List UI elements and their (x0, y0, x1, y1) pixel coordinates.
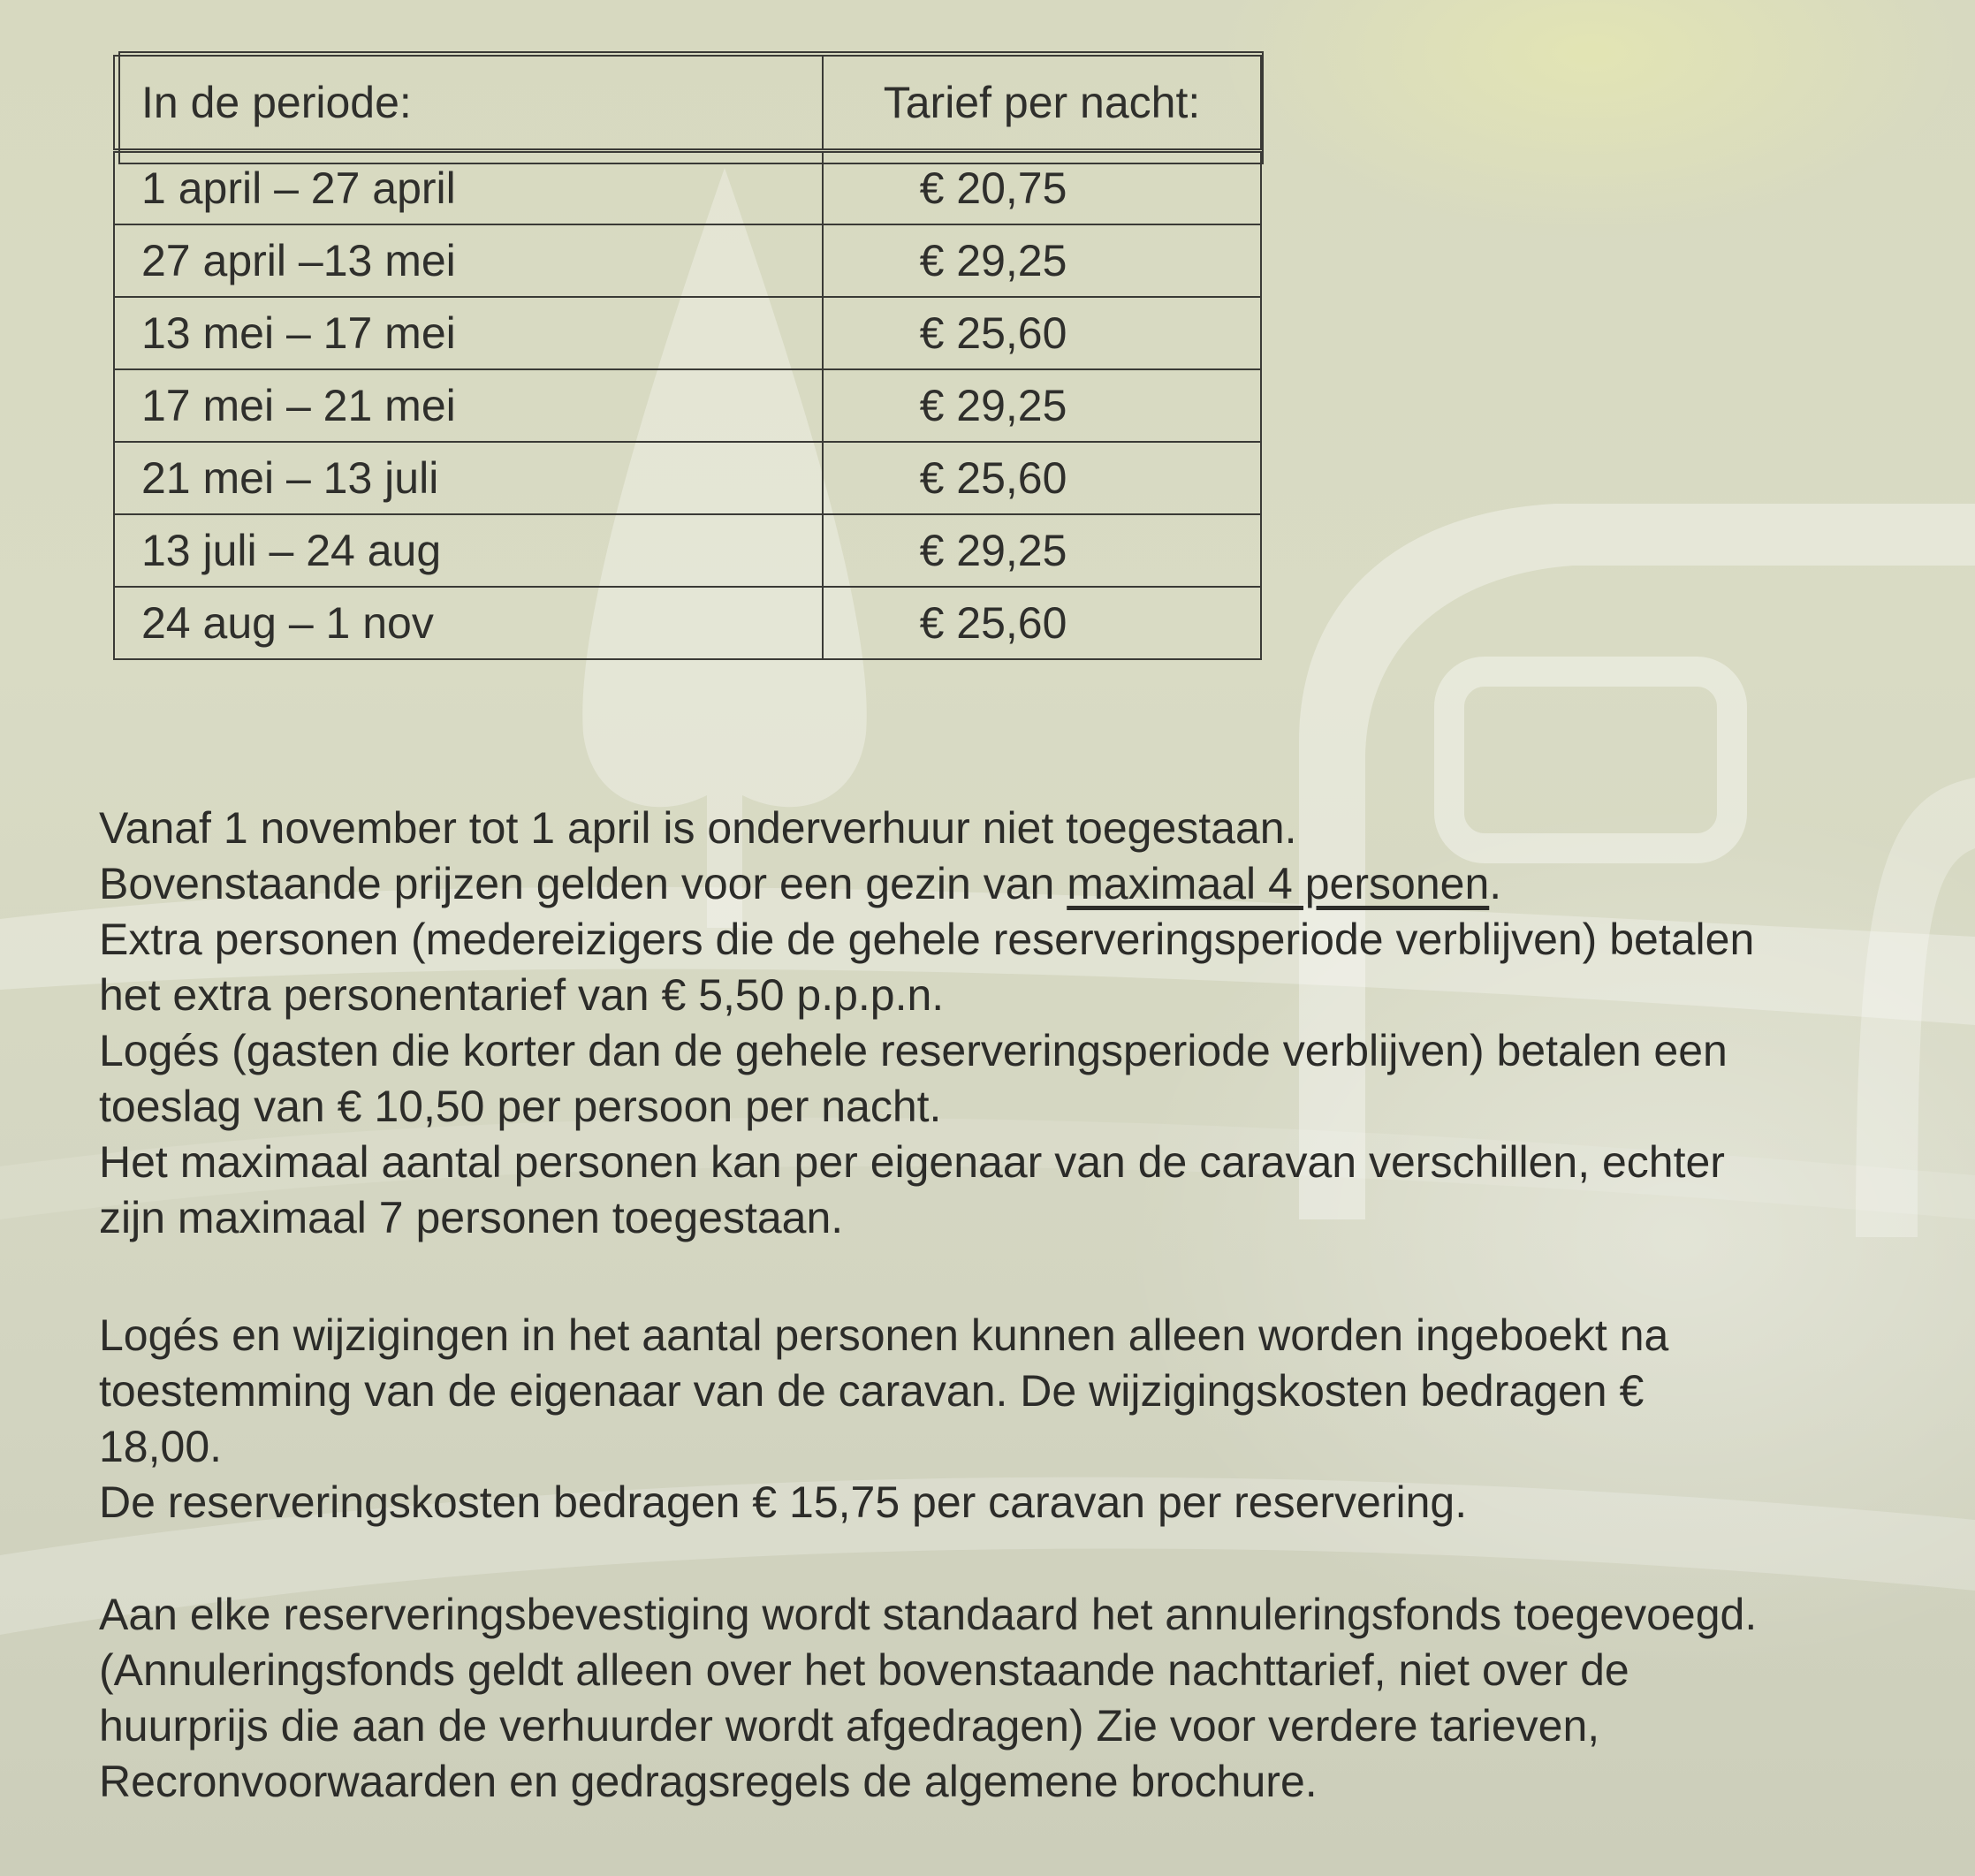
text-line (99, 856, 1937, 912)
conditions-paragraph-3 (99, 1587, 1937, 1810)
table-row (114, 297, 1261, 369)
table-row (114, 442, 1261, 514)
text-line: Extra personen (medereizigers die de gehele reserveringsperiode verblijven) betalen (99, 915, 1755, 964)
price-cell: € 29,25 (823, 514, 1261, 587)
period-cell: 13 mei – 17 mei (114, 297, 823, 369)
text-line: het extra personentarief van € 5,50 p.p.p.n. (99, 970, 945, 1020)
price-cell: € 25,60 (823, 297, 1261, 369)
period-cell: 17 mei – 21 mei (114, 369, 823, 442)
table-row (114, 151, 1261, 225)
text-line: Recronvoorwaarden en gedragsregels de algemene brochure. (99, 1757, 1318, 1806)
period-cell: 24 aug – 1 nov (114, 587, 823, 659)
text-line: (Annuleringsfonds geldt alleen over het bovenstaande nachttarief, niet over de (99, 1645, 1629, 1695)
price-cell: € 25,60 (823, 587, 1261, 659)
text-segment: . (1489, 859, 1502, 908)
price-cell: € 25,60 (823, 442, 1261, 514)
text-line: toestemming van de eigenaar van de caravan. De wijzigingskosten bedragen € (99, 1366, 1645, 1416)
text-line: toeslag van € 10,50 per persoon per nacht. (99, 1082, 942, 1131)
header-period: In de periode: (114, 56, 823, 151)
conditions-paragraph-1 (99, 801, 1937, 1246)
header-price: Tarief per nacht: (823, 56, 1261, 151)
text-line: huurprijs die aan de verhuurder wordt afgedragen) Zie voor verdere tarieven, (99, 1701, 1600, 1751)
text-line: Logés (gasten die korter dan de gehele reserveringsperiode verblijven) betalen een (99, 1026, 1728, 1075)
price-cell: € 29,25 (823, 369, 1261, 442)
period-cell: 27 april –13 mei (114, 224, 823, 297)
conditions-paragraph-2 (99, 1308, 1937, 1530)
text-line: Logés en wijzigingen in het aantal personen kunnen alleen worden ingeboekt na (99, 1310, 1669, 1360)
table-header-row (114, 56, 1261, 151)
text-line: Vanaf 1 november tot 1 april is onderverhuur niet toegestaan. (99, 803, 1297, 853)
table-row (114, 224, 1261, 297)
text-segment: Bovenstaande prijzen gelden voor een gezin van (99, 859, 1067, 908)
text-line: Het maximaal aantal personen kan per eigenaar van de caravan verschillen, echter (99, 1137, 1725, 1187)
text-line: Aan elke reserveringsbevestiging wordt standaard het annuleringsfonds toegevoegd. (99, 1590, 1758, 1639)
text-line: zijn maximaal 7 personen toegestaan. (99, 1193, 844, 1242)
table-row (114, 514, 1261, 587)
period-cell: 13 juli – 24 aug (114, 514, 823, 587)
table-row (114, 587, 1261, 659)
price-cell: € 29,25 (823, 224, 1261, 297)
text-line: De reserveringskosten bedragen € 15,75 per caravan per reservering. (99, 1477, 1468, 1527)
period-cell: 21 mei – 13 juli (114, 442, 823, 514)
text-line: 18,00. (99, 1422, 223, 1471)
underlined-max-persons: maximaal 4 personen (1067, 859, 1490, 908)
table-row (114, 369, 1261, 442)
price-cell: € 20,75 (823, 151, 1261, 225)
rate-table (113, 55, 1262, 660)
period-cell: 1 april – 27 april (114, 151, 823, 225)
